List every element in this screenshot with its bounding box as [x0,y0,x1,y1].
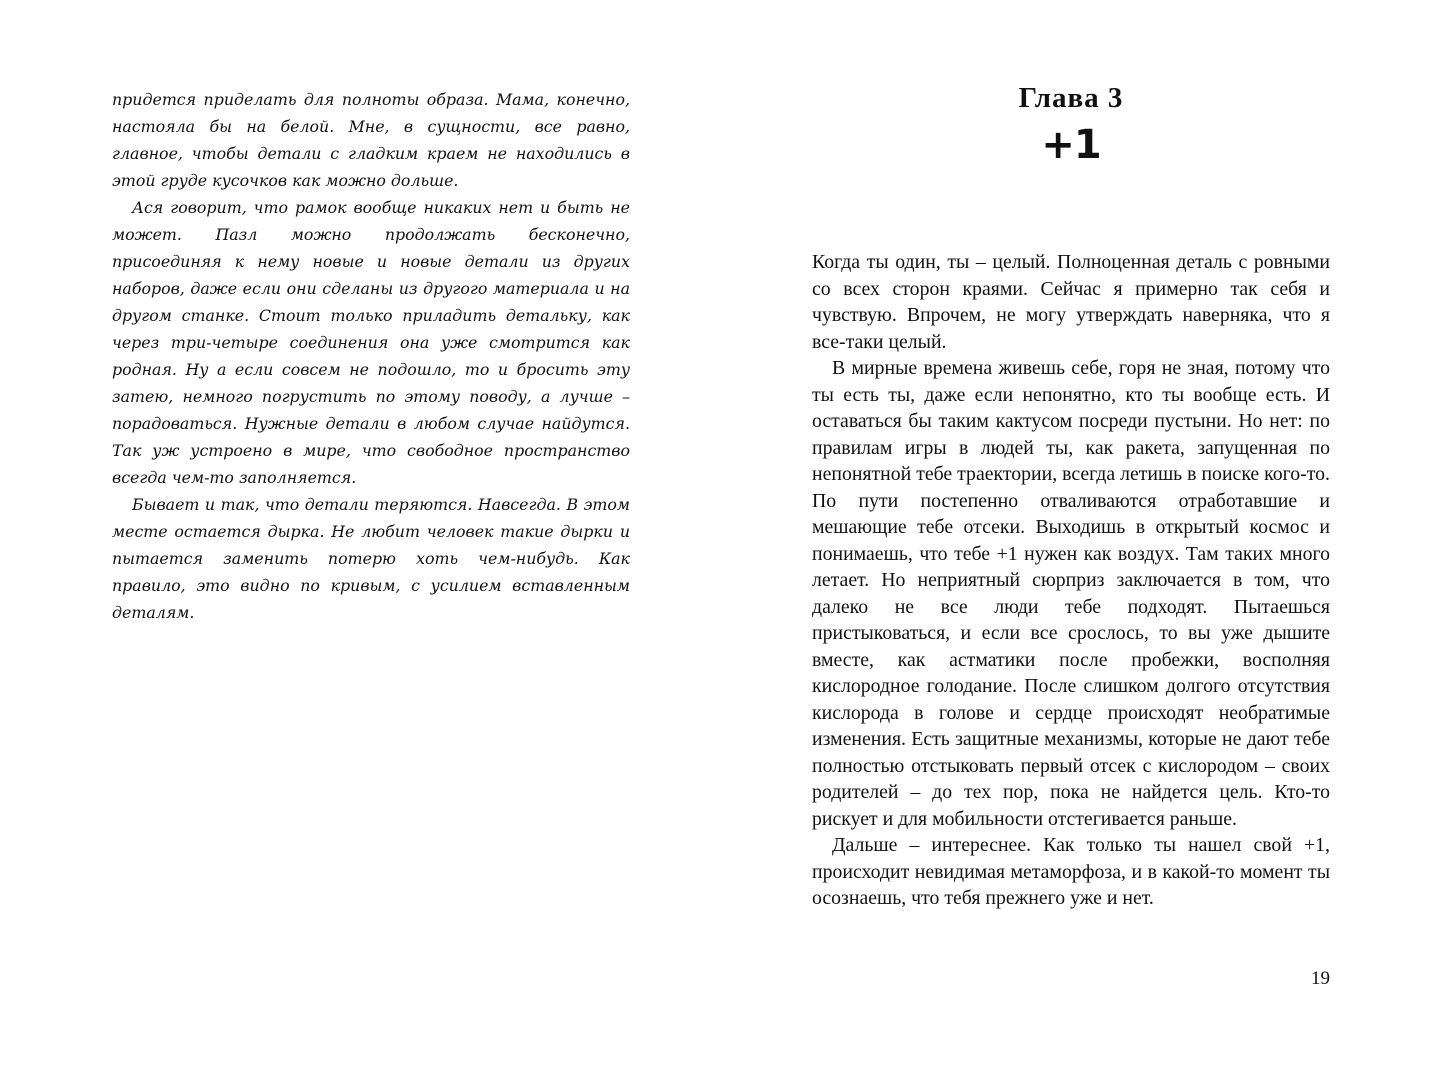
page-number: 19 [1311,968,1330,989]
left-paragraph-3: Бывает и так, что детали теряются. Навсегда. В этом месте остается дырка. Не любит человек такие дырки и пытается заменить потерю хоть чем-нибудь. Как правило, это видно по кривым, с усилием вставленным деталям. [112,495,630,622]
right-paragraph-3: Дальше – интереснее. Как только ты нашел свой +1, происходит невидимая метаморфоза, и в какой-то момент ты осознаешь, что тебя прежнего уже и нет. [812,834,1330,909]
right-page [812,0,1330,1080]
right-paragraph-1: Когда ты один, ты – целый. Полноценная деталь с ровными со всех сторон краями. Сейчас я примерно так себя и чувствую. Впрочем, не могу утверждать наверняка, что я все-таки целый. [812,251,1330,353]
right-paragraph-2: В мирные времена живешь себе, горя не зная, потому что ты есть ты, даже если непонятно, кто ты вообще есть. И оставаться бы таким кактусом посреди пустыни. Но нет: по правилам игры в людей ты, как ракета, запущенная по непонятной тебе траектории, всегда летишь в поиске кого-то. По пути постепенно отваливаются отработавшие и мешающие тебе отсеки. Выходишь в открытый космос и понимаешь, что тебе +1 нужен как воздух. Там таких много летает. Но неприятный сюрприз заключается в том, что далеко не все люди тебе подходят. Пытаешься пристыковаться, и если все срослось, то вы уже дышите вместе, как астматики после пробежки, восполняя кислородное голодание. После слишком долгого отсутствия кислорода в голове и сердце происходят необратимые изменения. Есть защитные механизмы, которые не дают тебе полностью отстыковать первый отсек с кислородом – своих родителей – до тех пор, пока не найдется цель. Кто-то рискует и для мобильности отстегивается раньше. [812,357,1330,830]
chapter-title: Глава 3 [1018,82,1124,114]
left-page [112,86,630,626]
chapter-body [812,249,1330,912]
left-paragraph-2: Ася говорит, что рамок вообще никаких нет и быть не может. Пазл можно продолжать бесконечно, присоединяя к нему новые и новые детали из других наборов, даже если они сделаны из другого материала и на другом станке. Стоит только приладить детальку, как через три-четыре соединения она уже смотрится как родная. Ну а если совсем не подошло, то и бросить эту затею, немного погрустить по этому поводу, а лучше – порадоваться. Нужные детали в любом случае найдутся. Так уж устроено в мире, что свободное пространство всегда чем-то заполняется. [112,198,630,487]
chapter-subtitle: +1 [1041,122,1101,168]
left-paragraph-1: придется приделать для полноты образа. Мама, конечно, настояла бы на белой. Мне, в сущности, все равно, главное, чтобы детали с гладким краем не находились в этой груде кусочков как можно дольше. [112,90,630,190]
